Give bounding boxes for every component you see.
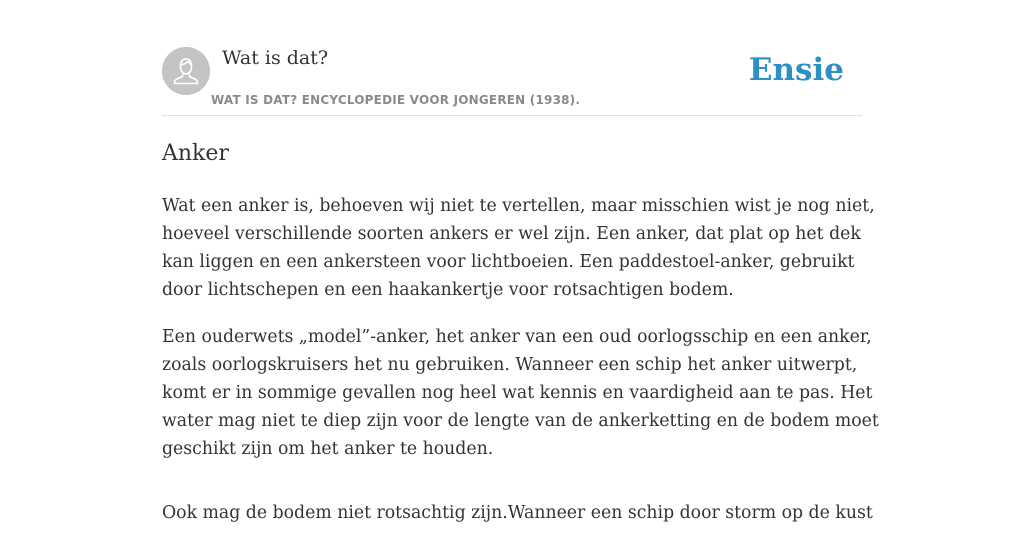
source-header bbox=[162, 0, 862, 116]
article-paragraph bbox=[162, 499, 873, 527]
ensie-logo-link[interactable]: Ensie bbox=[748, 52, 844, 88]
paragraph-line: hoeveel verschillende soorten ankers er wel zijn. Een anker, dat plat op het dek bbox=[162, 224, 861, 244]
page-container bbox=[162, 0, 879, 523]
source-name-link[interactable]: Wat is dat? bbox=[222, 47, 329, 69]
paragraph-line: kan liggen en een ankersteen voor lichtboeien. Een paddestoel-anker, gebruikt bbox=[162, 252, 855, 272]
article-paragraph bbox=[162, 323, 879, 463]
paragraph-line: geschikt zijn om het anker te houden. bbox=[162, 439, 494, 459]
article-paragraph bbox=[162, 192, 875, 304]
source-avatar[interactable] bbox=[162, 47, 210, 95]
article-body bbox=[162, 192, 879, 546]
paragraph-line: door lichtschepen en een haakankertje voor rotsachtigen bodem. bbox=[162, 280, 734, 300]
user-silhouette-icon bbox=[162, 47, 210, 95]
source-subtitle: WAT IS DAT? ENCYCLOPEDIE VOOR JONGEREN (1938). bbox=[211, 93, 581, 107]
paragraph-line: Een ouderwets „model”-anker, het anker van een oud oorlogsschip en een anker, bbox=[162, 327, 872, 347]
paragraph-line: komt er in sommige gevallen nog heel wat kennis en vaardigheid aan te pas. Het bbox=[162, 383, 873, 403]
paragraph-line: water mag niet te diep zijn voor de lengte van de ankerketting en de bodem moet bbox=[162, 411, 879, 431]
paragraph-line: zoals oorlogskruisers het nu gebruiken. Wanneer een schip het anker uitwerpt, bbox=[162, 355, 858, 375]
paragraph-line: Wat een anker is, behoeven wij niet te vertellen, maar misschien wist je nog niet, bbox=[162, 196, 875, 216]
article-title: Anker bbox=[162, 141, 229, 166]
paragraph-line: Ook mag de bodem niet rotsachtig zijn.Wanneer een schip door storm op de kust bbox=[162, 503, 873, 523]
